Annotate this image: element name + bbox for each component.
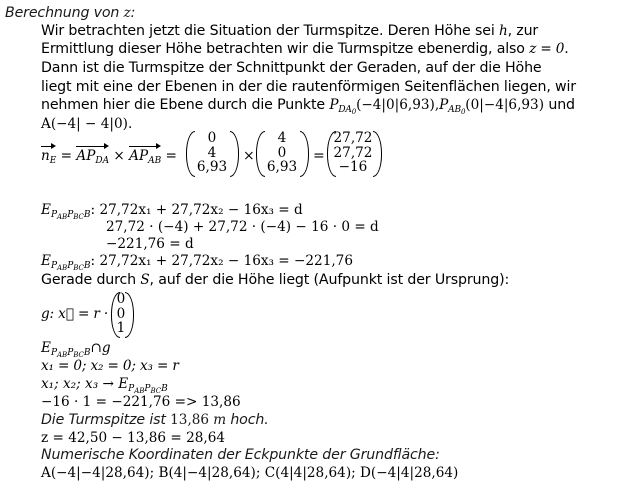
matrix-bracket-right [373, 131, 382, 177]
z-calculation: z = 42,50 − 13,86 = 28,64 [41, 430, 226, 446]
intro-text: Wir betrachten jetzt die Situation der Turmspitze. Deren Höhe sei [41, 23, 499, 39]
equals: = [313, 148, 325, 164]
intro-line-2 [41, 41, 569, 58]
plane-label: $E_{P_{AB}P_{BC}B}$ [41, 253, 91, 272]
direction-vector: 0 0 1 [116, 291, 126, 336]
vector-b: 4 0 6,93 [266, 130, 298, 175]
section-heading [5, 5, 135, 22]
intro-text: und [544, 97, 575, 113]
intro-line-1 [41, 23, 538, 40]
height-variable: h [498, 23, 508, 39]
matrix-bracket-right [125, 292, 134, 338]
point-p-ab: $P_{AB_0}$ [439, 97, 466, 116]
line-g-equation: g: x⃗ = r · [41, 306, 109, 322]
point-p-ab-coords: (0|−4|6,93) [465, 97, 545, 113]
matrix-bracket-right [300, 131, 309, 177]
heading-colon: : [130, 5, 136, 21]
plane-equation-2: 27,72 · (−4) + 27,72 · (−4) − 16 · 0 = d [106, 219, 379, 235]
intersection-coords: x₁ = 0; x₂ = 0; x₃ = r [41, 358, 179, 374]
matrix-bracket-right [230, 131, 239, 177]
cross-operator: × [243, 148, 255, 164]
line-g-intro: Gerade durch S, auf der die Höhe liegt (Aufpunkt ist der Ursprung): [41, 272, 510, 288]
equals: = [56, 148, 77, 164]
vector-ap-ab: $AP_{AB}$ [129, 148, 162, 166]
intro-text: nehmen hier die Ebene durch die Punkte [41, 97, 330, 113]
intersection-result: −16 · 1 = −221,76 => 13,86 [41, 394, 241, 410]
plane-equation-3: −221,76 = d [106, 236, 194, 252]
intersection-label: $E_{P_{AB}P_{BC}B}\cap g$ [41, 340, 111, 359]
intro-line-5 [41, 97, 575, 114]
normal-vector-n: $n_E$ [41, 148, 57, 166]
plane-eq: 27,72x₁ + 27,72x₂ − 16x₃ = d [99, 202, 303, 218]
base-corner-coords: A(−4|−4|28,64); B(4|−4|28,64); C(4|4|28,64); D(−4|4|28,64) [41, 465, 459, 481]
plane-equation-1: $E_{P_{AB}P_{BC}B}$: 27,72x₁ + 27,72x₂ − 16x₃ = d [41, 202, 303, 221]
substitute-line: x₁; x₂; $x_3 \to E_{P_{AB}P_{BC}B}$ [41, 376, 168, 395]
intro-text: Ermittlung dieser Höhe betrachten wir die Turmspitze ebenerdig, also [41, 41, 530, 57]
normal-vector-equation [41, 148, 177, 165]
z-equation: z = 0 [529, 41, 565, 57]
intro-text: , zur [507, 23, 539, 39]
point-p-da: $P_{DA_0}$ [329, 97, 357, 116]
point-p-da-coords: (−4|0|6,93), [356, 97, 440, 113]
coords-heading: Numerische Koordinaten der Eckpunkte der Grundfläche: [41, 447, 440, 463]
height-conclusion: Die Turmspitze ist 13,86 m hoch. [41, 412, 269, 428]
intro-line-3: Dann ist die Turmspitze der Schnittpunkt der Geraden, auf der die Höhe [41, 60, 542, 76]
vector-ap-da: $AP_{DA}$ [76, 148, 110, 166]
heading-text: Berechnung von [5, 5, 124, 21]
plane-equation-final: $E_{P_{AB}P_{BC}B}$: 27,72x₁ + 27,72x₂ − 16x₃ = −221,76 [41, 253, 353, 272]
intro-text: . [564, 41, 569, 57]
plane-label: $E_{P_{AB}P_{BC}B}$ [41, 202, 91, 221]
equals: = [161, 148, 177, 164]
heading-variable: z [123, 5, 131, 21]
cross-operator: × [109, 148, 130, 164]
point-a: A(−4| − 4|0). [41, 116, 133, 132]
plane-eq: 27,72x₁ + 27,72x₂ − 16x₃ = −221,76 [99, 253, 353, 269]
intro-line-4: liegt mit eine der Ebenen in der die rautenförmigen Seitenflächen liegen, wir [41, 79, 576, 95]
vector-a: 0 4 6,93 [196, 130, 228, 175]
result-vector: 27,72 27,72 −16 [333, 130, 373, 175]
